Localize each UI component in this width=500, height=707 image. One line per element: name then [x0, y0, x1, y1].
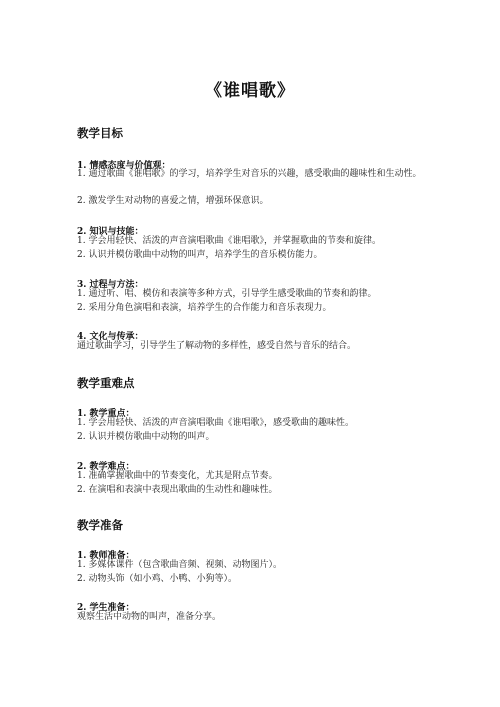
list-item: 1. 学会用轻快、活泼的声音演唱歌曲《谁唱歌》，感受歌曲的趣味性。: [77, 418, 354, 428]
list-item: 1. 学会用轻快、活泼的声音演唱歌曲《谁唱歌》，并掌握歌曲的节奏和旋律。: [77, 236, 381, 246]
list-item: 1. 通过歌曲《谁唱歌》的学习，培养学生对音乐的兴趣，感受歌曲的趣味性和生动性。: [77, 169, 422, 179]
subheading-focus: 1. 教学重点：: [77, 409, 135, 419]
list-item: 2. 激发学生对动物的喜爱之情，增强环保意识。: [77, 196, 269, 206]
subheading-attitude: 1. 情感态度与价值观：: [77, 161, 171, 171]
subheading-student: 2. 学生准备：: [77, 603, 135, 613]
section-heading-preparation: 教学准备: [77, 518, 123, 532]
list-item: 通过歌曲学习，引导学生了解动物的多样性，感受自然与音乐的结合。: [77, 341, 357, 351]
subheading-teacher: 1. 教师准备：: [77, 551, 135, 561]
section-heading-key-points: 教学重难点: [77, 376, 135, 390]
subheading-culture: 4. 文化与传承：: [77, 332, 144, 342]
subheading-difficulty: 2. 教学难点：: [77, 462, 135, 472]
section-heading-objectives: 教学目标: [77, 126, 123, 140]
list-item: 2. 动物头饰（如小鸡、小鸭、小狗等）。: [77, 574, 237, 584]
list-item: 2. 认识并模仿歌曲中动物的叫声。: [77, 432, 215, 442]
list-item: 2. 认识并模仿歌曲中动物的叫声，培养学生的音乐模仿能力。: [77, 250, 323, 260]
list-item: 2. 在演唱和表演中表现出歌曲的生动性和趣味性。: [77, 485, 278, 495]
subheading-process: 3. 过程与方法：: [77, 280, 144, 290]
list-item: 1. 通过听、唱、模仿和表演等多种方式，引导学生感受歌曲的节奏和韵律。: [77, 289, 377, 299]
list-item: 1. 准确掌握歌曲中的节奏变化，尤其是附点节奏。: [77, 471, 278, 481]
list-item: 观察生活中动物的叫声，准备分享。: [77, 612, 222, 622]
list-item: 2. 采用分角色演唱和表演，培养学生的合作能力和音乐表现力。: [77, 303, 332, 313]
subheading-knowledge: 2. 知识与技能：: [77, 227, 144, 237]
list-item: 1. 多媒体课件（包含歌曲音频、视频、动物图片）。: [77, 560, 282, 570]
document-title: 《谁唱歌》: [205, 81, 295, 101]
